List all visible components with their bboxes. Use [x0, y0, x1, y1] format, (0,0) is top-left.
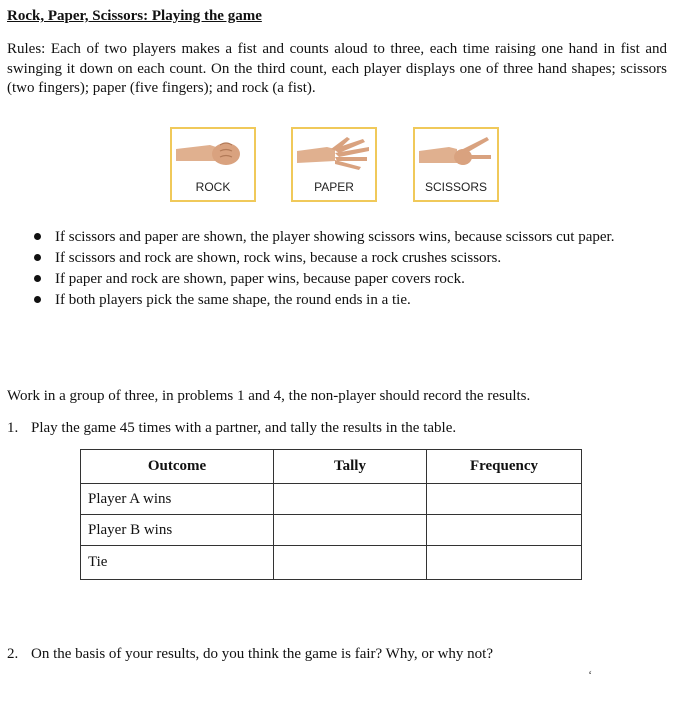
tally-cell[interactable] — [274, 546, 427, 580]
paper-card — [291, 127, 377, 202]
table-row — [81, 484, 582, 515]
list-item: If scissors and rock are shown, rock wins, because a rock crushes scissors. — [34, 248, 659, 268]
outcome-cell: Player A wins — [81, 484, 274, 515]
frequency-cell[interactable] — [427, 484, 582, 515]
scissors-label: SCISSORS — [424, 180, 487, 194]
group-instructions: Work in a group of three, in problems 1 and 4, the non-player should record the results. — [7, 388, 531, 404]
tally-cell[interactable] — [274, 484, 427, 515]
frequency-cell[interactable] — [427, 515, 582, 546]
question-number: 1. — [7, 420, 19, 436]
header-tally: Tally — [274, 450, 427, 484]
table-row — [81, 515, 582, 546]
frequency-cell[interactable] — [427, 546, 582, 580]
table-header-row — [81, 450, 582, 484]
bullet-icon — [34, 233, 41, 240]
rules-paragraph: Rules: Each of two players makes a fist and counts aloud to three, each time raising one hand in fist and swinging it down on each count. On the third count, each player displays one of three hand shapes; scissors (two fingers); paper (five fingers); and rock (a fist). — [7, 41, 667, 96]
bullet-icon — [34, 296, 41, 303]
header-frequency: Frequency — [427, 450, 582, 484]
rules-bullet-list — [34, 227, 659, 311]
question-1 — [7, 420, 456, 437]
paper-hand-icon — [297, 133, 371, 173]
rock-label: ROCK — [195, 180, 231, 194]
paper-label: PAPER — [314, 180, 354, 194]
stray-mark: ʻ — [588, 667, 593, 682]
question-number: 2. — [7, 646, 19, 662]
list-item: If both players pick the same shape, the round ends in a tie. — [34, 290, 659, 310]
table-row — [81, 546, 582, 580]
outcome-cell: Tie — [81, 546, 274, 580]
scissors-card — [413, 127, 499, 202]
header-outcome: Outcome — [81, 450, 274, 484]
question-text: Play the game 45 times with a partner, and tally the results in the table. — [31, 420, 457, 436]
bullet-icon — [34, 275, 41, 282]
hand-shape-cards — [0, 127, 700, 203]
scissors-hand-icon — [419, 133, 493, 173]
tally-cell[interactable] — [274, 515, 427, 546]
question-2 — [7, 646, 493, 663]
question-text: On the basis of your results, do you think the game is fair? Why, or why not? — [31, 646, 493, 662]
list-item: If scissors and paper are shown, the player showing scissors wins, because scissors cut paper. — [34, 227, 659, 247]
outcome-cell: Player B wins — [81, 515, 274, 546]
list-item: If paper and rock are shown, paper wins, because paper covers rock. — [34, 269, 659, 289]
tally-table — [80, 449, 582, 580]
bullet-icon — [34, 254, 41, 261]
page-title: Rock, Paper, Scissors: Playing the game — [7, 8, 262, 24]
rock-card — [170, 127, 256, 202]
rock-hand-icon — [176, 133, 250, 173]
